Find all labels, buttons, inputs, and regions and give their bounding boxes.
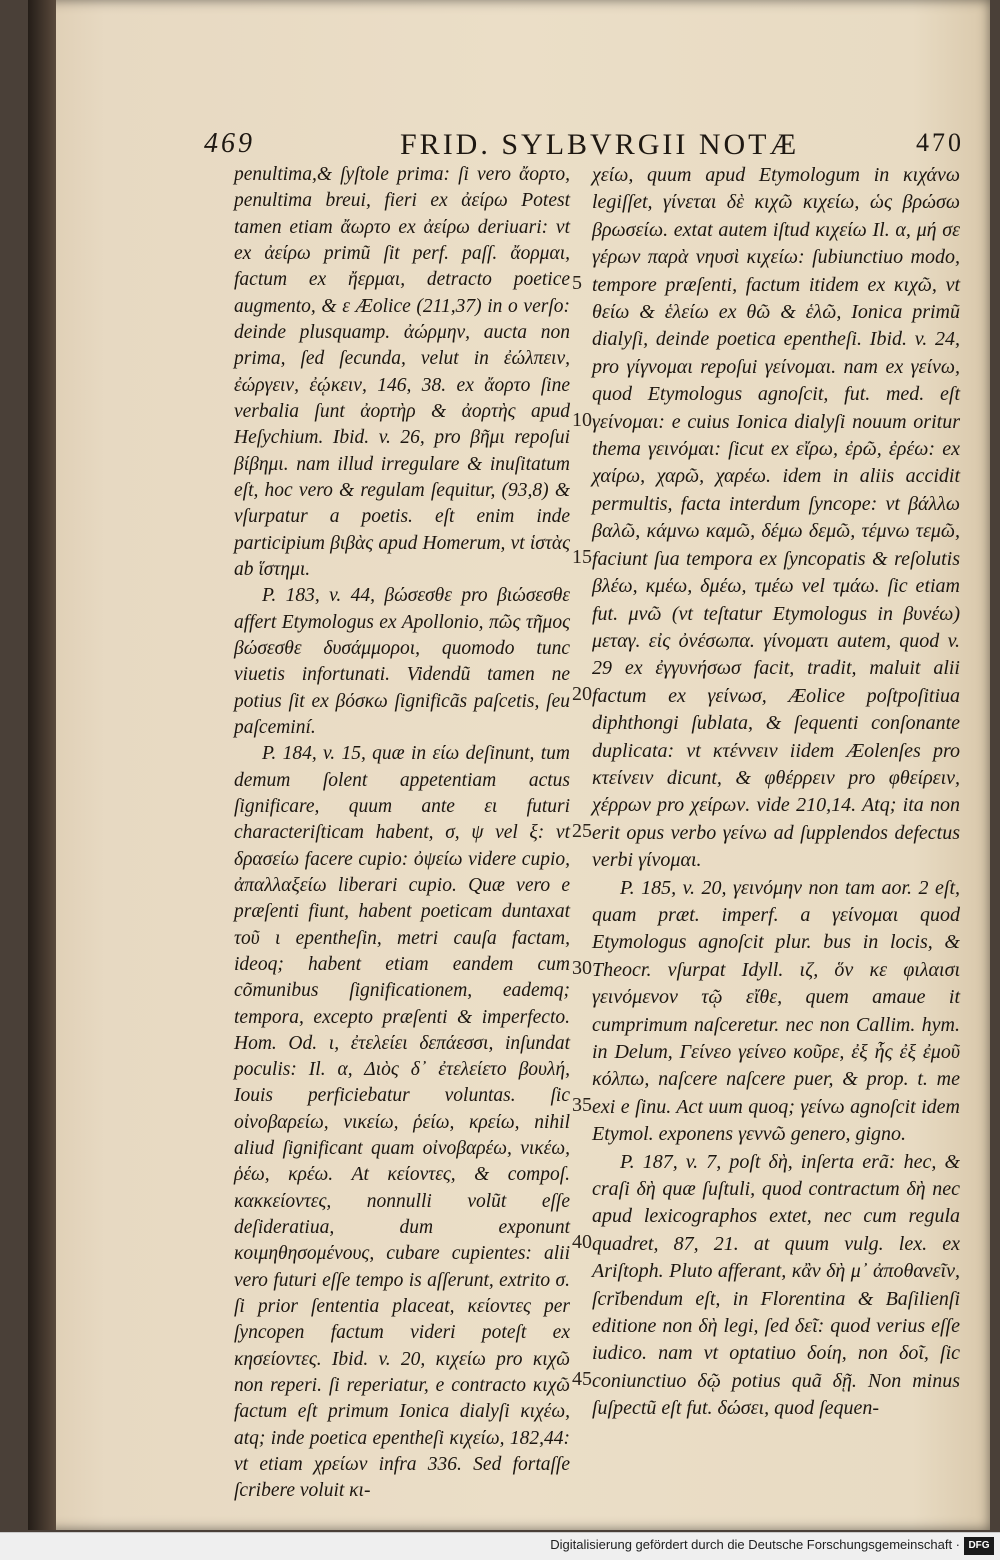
line-number: 5 (572, 271, 582, 294)
left-column-paragraph: penultima,& ſyſtole prima: ſi vero ἄορτο, penultima breui, fieri ex ἀείρω Potest tamen etiam ἄωρτο ex ἀείρω deriuari: vt ex ἀείρω primũ ſit perf. paſſ. ἄορμαι, factum ex ἤερμαι, detracto poetice augmento, & ε Æolice (211,37) in ο verſo: deinde plusquamp. ἀώρμην, aucta non prima, ſed ſecunda, velut in ἐώλπειν, ἐώργειν, ἐῴκειν, 146, 38. ex ἄορτο ſine verbalia ſunt ἀορτὴρ & ἀορτὴς apud Heſychium. Ibid. v. 26, pro βῆμι repoſui βίβημι. nam illud irregulare & inuſitatum eſt, hoc vero & regulam ſequitur, (93,8) & vſurpatur a poetis. eſt enim inde participium βιβὰς apud Homerum, vt ἱστὰς ab ἵστημι. (234, 164, 570, 580)
line-number: 15 (572, 545, 592, 568)
right-column-paragraph: χείω, quum apud Etymologum in κιχάνω legiſſet, γίνεται δὲ κιχῶ κιχείω, ὡς βρώσω βρωσείω. extat autem iſtud κιχείω Il. α, μή σε γέρων παρὰ νηυσὶ κιχείω: ſubiunctiuo modo, tempore præſenti, factum itidem ex κιχῶ, vt θείω & ἑλείω ex θῶ & ἑλῶ, Ionica primũ dialyſi, deinde poetica epentheſi. Ibid. v. 24, pro γίγνομαι repoſui γείνομαι. nam ex γείνω, quod Etymologus agnoſcit, fut. med. eſt γείνομαι: e cuius Ionica dialyſi nouum oritur thema γεινόμαι: ſicut ex εἴρω, ἐρῶ, ἐρέω: ex χαίρω, χαρῶ, χαρέω. idem in aliis accidit permultis, facta interdum ſyncope: vt βάλλω βαλῶ, κάμνω καμῶ, δέμω δεμῶ, τέμνω τεμῶ, faciunt ſua tempora ex ſyncopatis & reſolutis βλέω, κμέω, δμέω, τμέω vel τμάω. ſic etiam fut. μνῶ (vt teſtatur Etymologus in βυνέω) μεταγ. εἰς ὀνέσωπα. γίνοματι autem, quod v. 29 ex ἐγγυνήσωσ facit, tradit, maluit alii factum ex γείνωσ, Æolice poſtpoſitiua diphthongi ſublata, & ſequenti conſonante duplicata: vt κτέννειν iidem Æolenſes pro κτείνειν dicunt, & φθέρρειν pro φθείρειν, χέρρων pro χείρων. vide 210,14. Atq; ita non erit opus verbo γείνω ad ſupplendos defectus verbi γίνομαι. (592, 164, 960, 872)
right-text-column (592, 162, 960, 1423)
line-number: 35 (572, 1093, 592, 1116)
dfg-logo-icon: DFG (964, 1537, 994, 1555)
page-number-right: 470 (916, 128, 964, 157)
line-number: 25 (572, 819, 592, 842)
right-column-paragraph: P. 185, v. 20, γεινόμην non tam aor. 2 eſt, quam præt. imperf. a γείνομαι quod Etymologus agnoſcit plur. bus in locis, & Theocr. vſurpat Idyll. ιζ, ὅν κε φιλαισι γεινόμενον τῷ εἴθε, quem amaue it cumprimum naſceretur. nec non Callim. hym. in Delum, Γείνεο γείνεο κοῦρε, ἐξ ἧς ἐξ ἐμοῦ κόλπω, naſcere naſcere puer, & prop. t. me exi e ſinu. Act uum quoq; γείνω agnoſcit idem Etymol. exponens γεννῶ genero, gigno. (592, 876, 960, 1146)
right-column-paragraph: P. 187, v. 7, poſt δὴ, inſerta erã: hec, & craſi δὴ quæ ſuſtuli, quod contractum δὴ nec apud lexicographos extet, nec cum regula quadret, 87, 21. at quum vulg. lex. ex Ariſtoph. Pluto afferant, κἂν δὴ μ᾽ ἀποθανεῖν, ſcrĭbendum eſt, in Florentina & Baſilienſi editione non δὴ legi, ſed δεῖ: quod verius eſſe iudico. nam vt optatiuo δοίη, non δοῖ, ſic coniunctiuo δῷ potius quã δῇ. Non minus ſuſpectũ eſt fut. δώσει, quod ſequen- (592, 1150, 961, 1420)
line-number: 10 (572, 408, 592, 431)
digitization-footer-bar (0, 1532, 1000, 1560)
book-spine-shadow (28, 0, 56, 1530)
footer-credit-text: Digitalisierung gefördert durch die Deutsche Forschungsgemeinschaft · (550, 1537, 960, 1552)
line-number: 20 (572, 682, 592, 705)
page-number-left: 469 (204, 128, 255, 159)
left-text-column (234, 162, 570, 1505)
left-column-paragraph: P. 184, v. 15, quæ in είω deſinunt, tum demum ſolent appetentiam actus ſignificare, quum ante ει futuri characteriſticam habent, σ, ψ vel ξ: vt δρασείω facere cupio: ὀψείω videre cupio, ἀπαλλαξείω liberari cupio. Quæ vero e præſenti fiunt, habent poeticam duntaxat τοῦ ι epentheſin, metri cauſa factam, ideoq; habent etiam eandem cum cõmunibus ſignificationem, eademq; tempora, excepto præſenti & imperfecto. Hom. Od. ι, ἐτελείει δεπάεσσι, inſundat poculis: Il. α, Διὸς δ᾽ ἐτελείετο βουλή, Iouis perficiebatur voluntas. ſic οἰνοβαρείω, νικείω, ῥείω, κρείω, nihil aliud ſignificant quam οἰνοβαρέω, νικέω, ῥέω, κρέω. At κείοντες, & compoſ. κακκείοντες, nonnulli volũt eſſe deſideratiua, dum exponunt κοιμηθησομένους, cubare cupientes: alii vero futuri eſſe tempo is aſſerunt, extrito σ. ſi prior ſententia placeat, κείοντες per ſyncopen factum videri poteſt ex κησείοντες. Ibid. v. 20, κιχείω pro κιχῶ non reperi. ſi reperiatur, e contracto κιχῶ factum eſt primum Ionica dialyſi κιχέω, atq; inde poetica epentheſi κιχείω, 182,44: vt etiam χρείων infra 336. Sed fortaſſe ſcribere voluit κι- (234, 743, 570, 1502)
line-number: 30 (572, 956, 592, 979)
left-column-paragraph: P. 183, v. 44, βώσεσθε pro βιώσεσθε affert Etymologus ex Apollonio, πῶς τῆμος βώσεσθε δυσάμμοροι, quomodo tunc viuetis infortunati. Videndũ tamen ne potius ſit ex βόσκω ſignificãs paſcetis, ſeu paſceminí. (234, 585, 570, 738)
running-title: FRID. SYLBVRGII NOTÆ (400, 128, 800, 161)
line-number: 40 (572, 1230, 592, 1253)
line-number: 45 (572, 1367, 592, 1390)
